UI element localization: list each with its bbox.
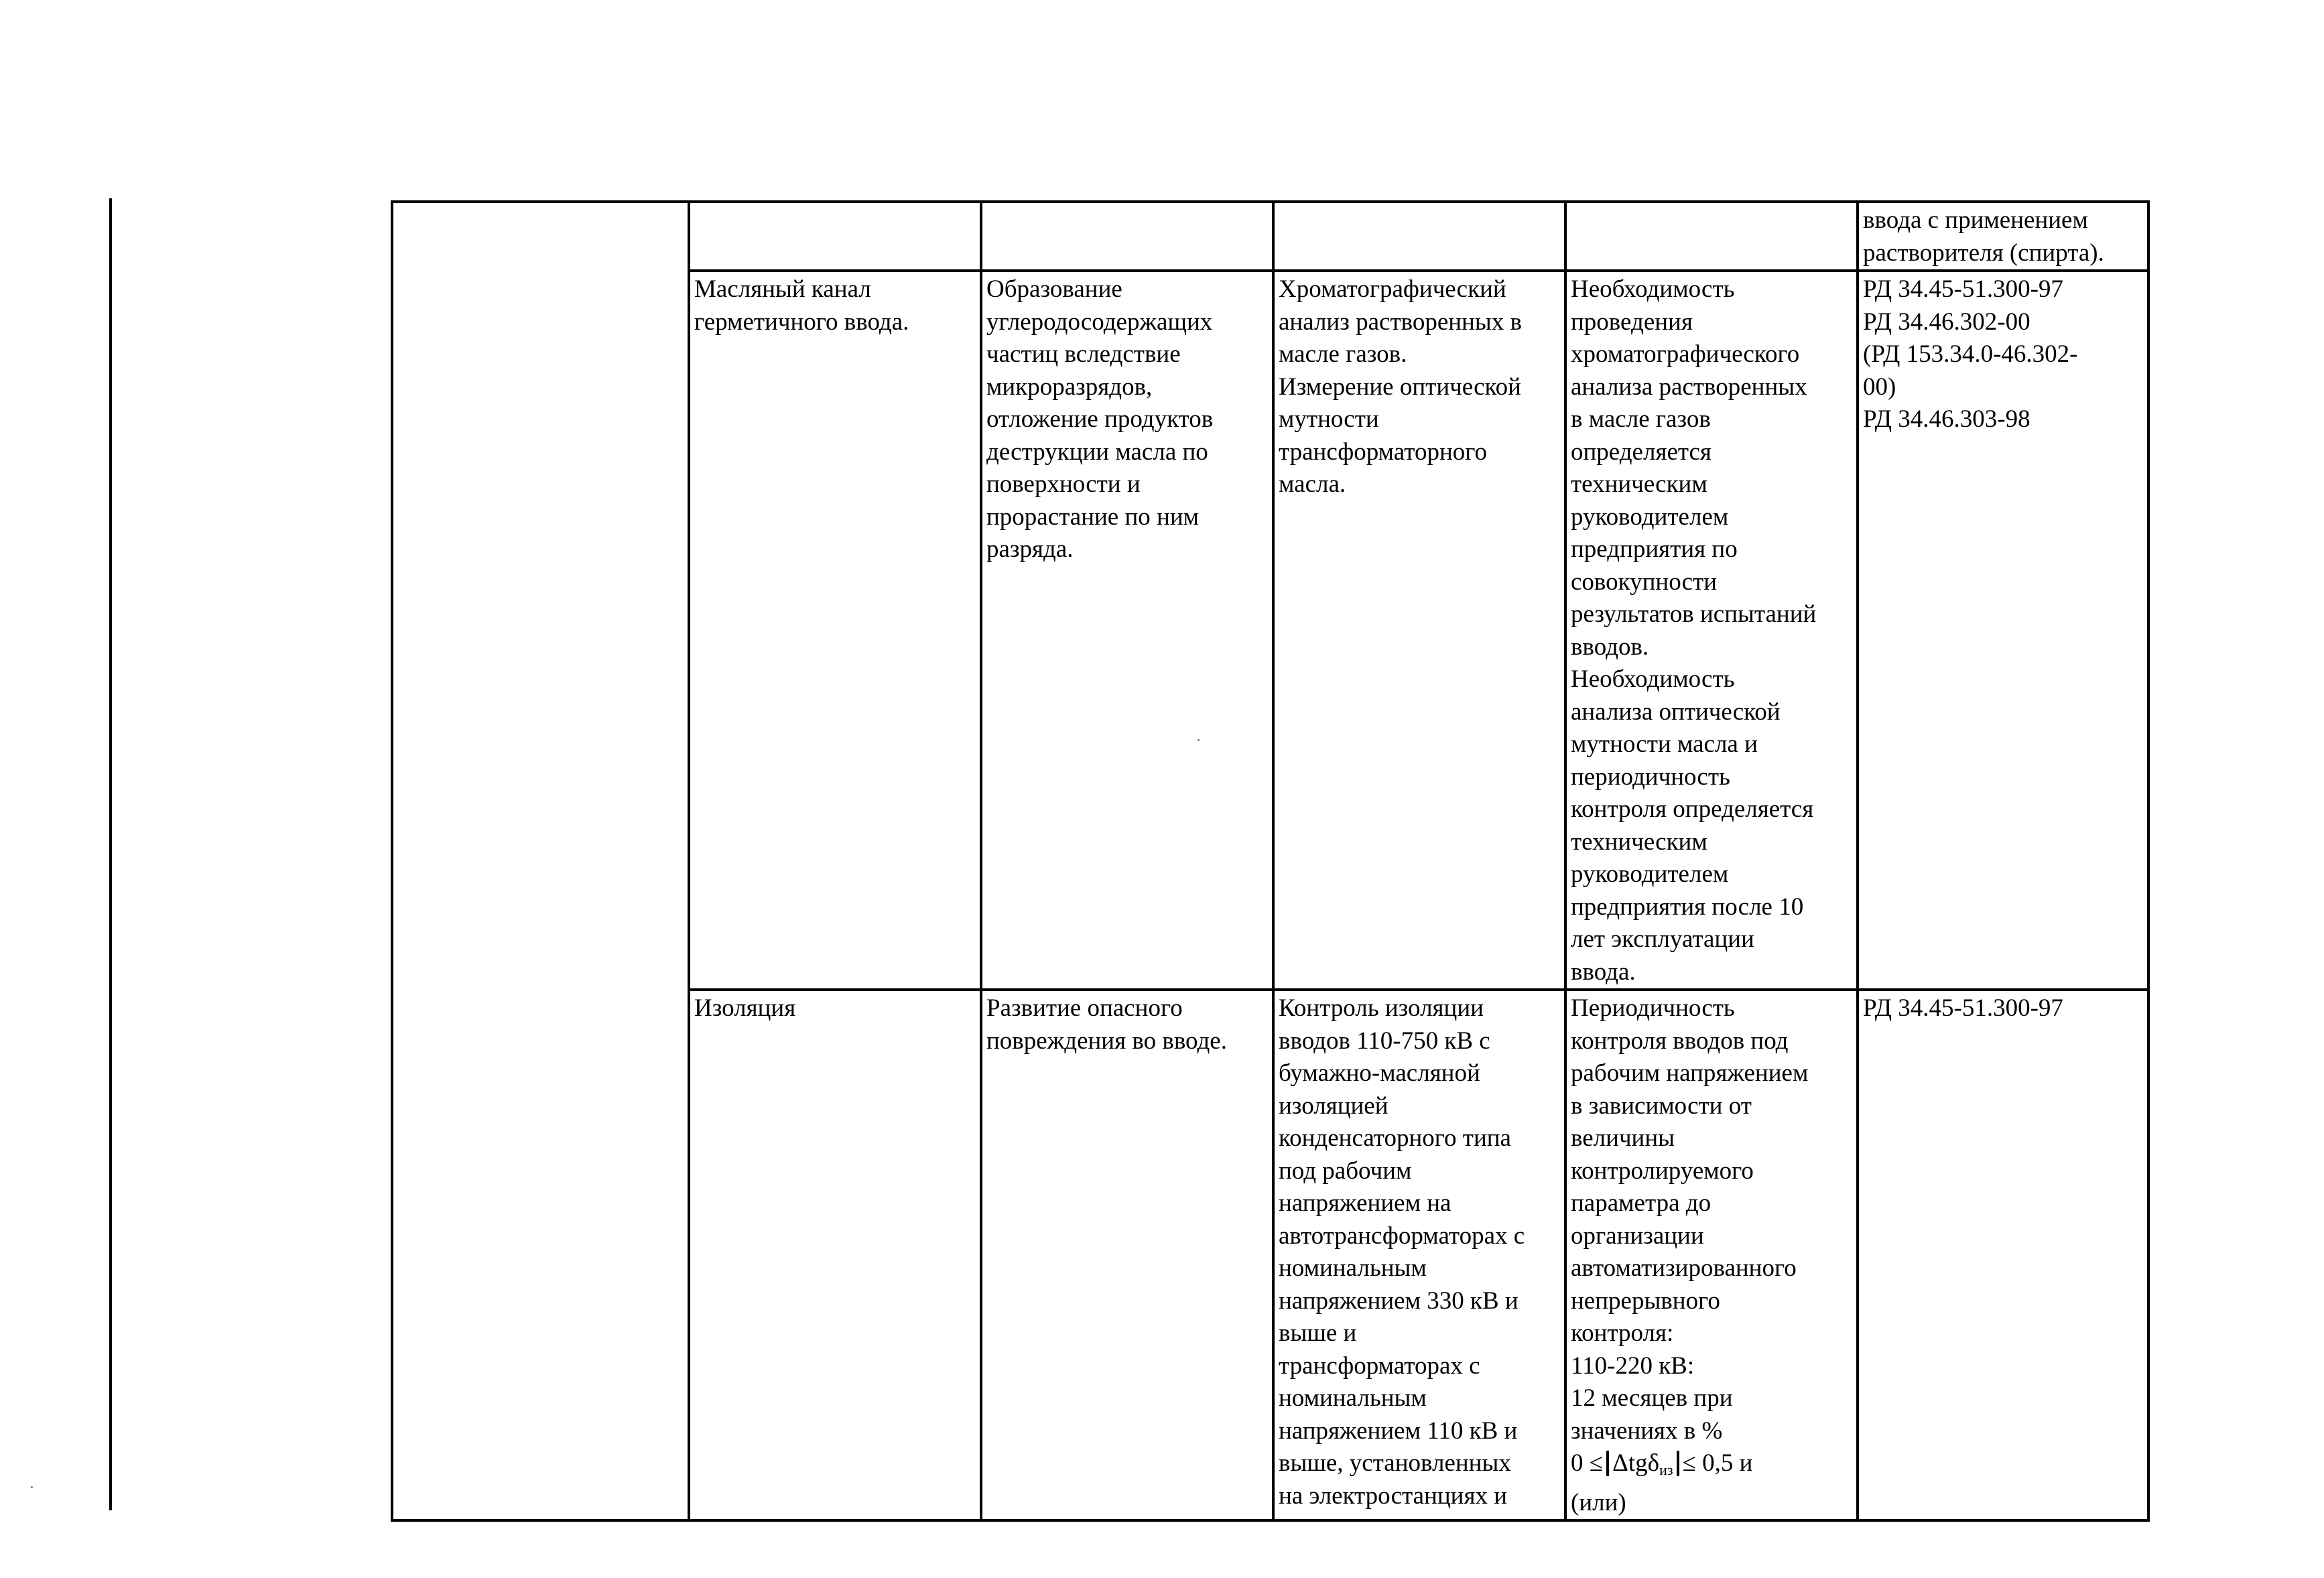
cell-text-line: лет эксплуатации bbox=[1571, 925, 1754, 953]
cell-text-line: мутности масла и bbox=[1571, 730, 1758, 758]
cell-text-line: 110-220 кВ: bbox=[1571, 1352, 1695, 1380]
cell-text-line: Образование bbox=[986, 275, 1122, 303]
cell-text-line: повреждения во вводе. bbox=[986, 1027, 1227, 1055]
cell-text-line: контроля определяется bbox=[1571, 795, 1814, 823]
cell-text-line: (РД 153.34.0-46.302- bbox=[1863, 340, 2078, 368]
binding-margin-line bbox=[109, 198, 112, 1510]
cell-text-line: руководителем bbox=[1571, 503, 1729, 531]
cell-text-line: РД 34.46.303-98 bbox=[1863, 405, 2030, 433]
cell-text-line: РД 34.46.302-00 bbox=[1863, 308, 2030, 336]
cell-text-line: руководителем bbox=[1571, 860, 1729, 888]
cell-text-line: Развитие опасного bbox=[986, 994, 1183, 1022]
cell-text-line: Контроль изоляции bbox=[1279, 994, 1484, 1022]
formula-suffix: ≤ 0,5 и bbox=[1682, 1449, 1753, 1477]
cell-text-line: в зависимости от bbox=[1571, 1092, 1752, 1120]
cell-text-line: отложение продуктов bbox=[986, 405, 1214, 433]
cell-text-line: 00) bbox=[1863, 373, 1896, 401]
cell-text-line: величины bbox=[1571, 1124, 1675, 1152]
cell-text-line: бумажно-масляной bbox=[1279, 1059, 1480, 1087]
table-cell-col3 bbox=[1273, 990, 1565, 1520]
cell-text-line: поверхности и bbox=[986, 470, 1141, 498]
cell-text-line: значениях в % bbox=[1571, 1417, 1723, 1445]
cell-text-line: на электростанциях и bbox=[1279, 1482, 1508, 1510]
cell-text-line: вводов 110-750 кВ с bbox=[1279, 1027, 1490, 1055]
cell-text-line: хроматографического bbox=[1571, 340, 1800, 368]
cell-text-line: трансформаторах с bbox=[1279, 1352, 1480, 1380]
cell-text-line: периодичность bbox=[1571, 763, 1730, 791]
cell-text-line: контроля вводов под bbox=[1571, 1027, 1789, 1055]
cell-text-line: ввода. bbox=[1571, 958, 1636, 986]
table-cell-col2 bbox=[981, 202, 1273, 271]
cell-text-line: ввода с применением bbox=[1863, 206, 2088, 234]
cell-text-line: Периодичность bbox=[1571, 994, 1735, 1022]
cell-text-line: предприятия по bbox=[1571, 535, 1738, 563]
cell-text-line: номинальным bbox=[1279, 1384, 1427, 1412]
cell-text-line: непрерывного bbox=[1571, 1287, 1720, 1315]
cell-text-line: определяется bbox=[1571, 438, 1712, 466]
cell-text-line: растворителя (спирта). bbox=[1863, 239, 2104, 267]
cell-text-line: Необходимость bbox=[1571, 275, 1735, 303]
cell-text-line: РД 34.45-51.300-97 bbox=[1863, 994, 2063, 1022]
cell-text-line: масле газов. bbox=[1279, 340, 1407, 368]
table-cell-col3 bbox=[1273, 271, 1565, 990]
formula-prefix: 0 ≤ bbox=[1571, 1449, 1604, 1477]
table-cell-col5 bbox=[1858, 271, 2148, 990]
cell-text-line: номинальным bbox=[1279, 1254, 1427, 1282]
cell-text-line: выше, установленных bbox=[1279, 1449, 1511, 1477]
scan-speck bbox=[31, 1486, 33, 1488]
table-cell-col4 bbox=[1565, 990, 1858, 1520]
cell-text-line: Необходимость bbox=[1571, 665, 1735, 693]
cell-text-line: выше и bbox=[1279, 1319, 1357, 1347]
cell-text-line: предприятия после 10 bbox=[1571, 893, 1804, 921]
cell-text-line: совокупности bbox=[1571, 568, 1718, 596]
cell-text-line: изоляцией bbox=[1279, 1092, 1389, 1120]
formula-subscript: из bbox=[1659, 1461, 1673, 1478]
cell-text-line: результатов испытаний bbox=[1571, 600, 1817, 628]
cell-text-line: деструкции масла по bbox=[986, 438, 1208, 466]
table-cell-col5 bbox=[1858, 990, 2148, 1520]
table-cell-col2 bbox=[981, 990, 1273, 1520]
cell-text-line: организации bbox=[1571, 1222, 1704, 1250]
cell-text-line: Изоляция bbox=[694, 994, 796, 1022]
cell-text-line: анализ растворенных в bbox=[1279, 308, 1522, 336]
formula-expr: Δtgδ bbox=[1612, 1449, 1660, 1477]
cell-text-line: автоматизированного bbox=[1571, 1254, 1797, 1282]
cell-text-line: мутности bbox=[1279, 405, 1379, 433]
cell-text-line: вводов. bbox=[1571, 633, 1649, 661]
table-cell-col1 bbox=[689, 202, 981, 271]
cell-text-line: Масляный канал bbox=[694, 275, 871, 303]
cell-text-line: анализа растворенных bbox=[1571, 373, 1807, 401]
table-row bbox=[392, 202, 2148, 271]
cell-text-line: микроразрядов, bbox=[986, 373, 1153, 401]
cell-text-line: Измерение оптической bbox=[1279, 373, 1521, 401]
cell-text-line: трансформаторного bbox=[1279, 438, 1487, 466]
cell-text-line: углеродосодержащих bbox=[986, 308, 1213, 336]
cell-text-line: разряда. bbox=[986, 535, 1074, 563]
cell-text-line: в масле газов bbox=[1571, 405, 1711, 433]
cell-text-line: напряжением 110 кВ и bbox=[1279, 1417, 1518, 1445]
table-cell-col1 bbox=[689, 271, 981, 990]
cell-text-line: напряжением 330 кВ и bbox=[1279, 1287, 1519, 1315]
cell-text-line: конденсаторного типа bbox=[1279, 1124, 1511, 1152]
table-cell-col4 bbox=[1565, 202, 1858, 271]
cell-text-line: техническим bbox=[1571, 470, 1707, 498]
cell-text-line: под рабочим bbox=[1279, 1157, 1412, 1185]
cell-text-line: РД 34.45-51.300-97 bbox=[1863, 275, 2063, 303]
table-cell-col2 bbox=[981, 271, 1273, 990]
cell-text-line: контролируемого bbox=[1571, 1157, 1754, 1185]
cell-text-line: Хроматографический bbox=[1279, 275, 1506, 303]
cell-text-line: (или) bbox=[1571, 1488, 1626, 1516]
table-cell-col3 bbox=[1273, 202, 1565, 271]
table-cell-col4 bbox=[1565, 271, 1858, 990]
cell-text-line: прорастание по ним bbox=[986, 503, 1200, 531]
cell-text-line: анализа оптической bbox=[1571, 698, 1781, 726]
cell-text-line: техническим bbox=[1571, 828, 1707, 856]
cell-text-line: герметичного ввода. bbox=[694, 308, 909, 336]
cell-text-line: рабочим напряжением bbox=[1571, 1059, 1809, 1087]
cell-text-line: автотрансформаторах с bbox=[1279, 1222, 1525, 1250]
cell-text-line: контроля: bbox=[1571, 1319, 1674, 1347]
cell-text-line: частиц вследствие bbox=[986, 340, 1181, 368]
table-cell-col5 bbox=[1858, 202, 2148, 271]
table-cell-col1 bbox=[689, 990, 981, 1520]
abs-bar-left bbox=[1606, 1451, 1609, 1476]
cell-text-line: проведения bbox=[1571, 308, 1693, 336]
cell-text-line: напряжением на bbox=[1279, 1189, 1451, 1217]
formula-line bbox=[1571, 1447, 1852, 1487]
cell-text-line: масла. bbox=[1279, 470, 1346, 498]
abs-bar-right bbox=[1677, 1451, 1679, 1476]
diagnostics-table bbox=[391, 200, 2150, 1522]
table-cell-col0 bbox=[392, 202, 689, 1520]
cell-text-line: параметра до bbox=[1571, 1189, 1712, 1217]
cell-text-line: 12 месяцев при bbox=[1571, 1384, 1733, 1412]
